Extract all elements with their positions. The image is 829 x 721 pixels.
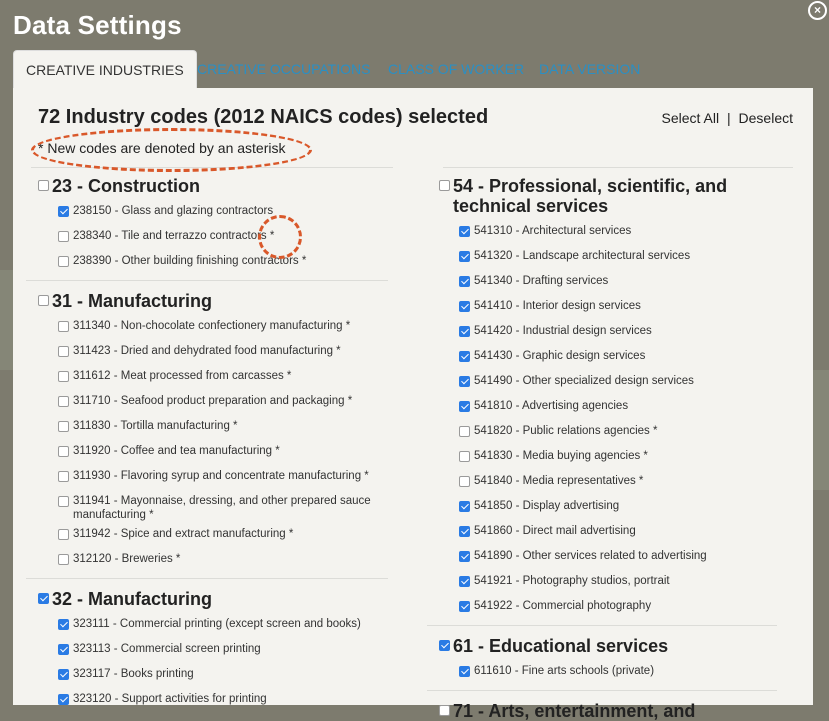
code-label: 311930 - Flavoring syrup and concentrate manufacturing * <box>73 470 369 482</box>
group-label: 32 - Manufacturing <box>52 589 213 609</box>
code-label: 311340 - Non-chocolate confectionery manufacturing * <box>73 320 351 332</box>
code-label: 541922 - Commercial photography <box>474 600 652 612</box>
code-checkbox[interactable] <box>459 351 470 362</box>
code-label: 238390 - Other building finishing contractors * <box>73 255 307 267</box>
annotation-oval-note <box>31 128 312 172</box>
group-label: 54 - Professional, scientific, and <box>453 176 728 196</box>
divider <box>443 167 793 168</box>
group-label: 61 - Educational services <box>453 636 669 656</box>
code-label: 311423 - Dried and dehydrated food manufacturing * <box>73 345 341 357</box>
code-label: 541921 - Photography studios, portrait <box>474 575 670 587</box>
code-checkbox[interactable] <box>459 576 470 587</box>
code-label: 311830 - Tortilla manufacturing * <box>73 420 238 432</box>
code-label: 541320 - Landscape architectural services <box>474 250 691 262</box>
code-label: 323117 - Books printing <box>73 668 194 680</box>
code-checkbox[interactable] <box>459 401 470 412</box>
code-label: 541890 - Other services related to advertising <box>474 550 707 562</box>
code-checkbox[interactable] <box>58 321 69 332</box>
code-label: 311710 - Seafood product preparation and packaging * <box>73 395 353 407</box>
divider <box>26 280 388 281</box>
tab-class-of-worker[interactable]: CLASS OF WORKER <box>388 61 525 77</box>
code-label: 541490 - Other specialized design services <box>474 375 694 387</box>
code-checkbox[interactable] <box>58 446 69 457</box>
tab-data-version[interactable]: DATA VERSION <box>539 61 641 77</box>
code-checkbox[interactable] <box>58 496 69 507</box>
code-label: 323113 - Commercial screen printing <box>73 643 261 655</box>
code-label: 323120 - Support activities for printing <box>73 693 267 705</box>
code-checkbox[interactable] <box>459 476 470 487</box>
group-label: 31 - Manufacturing <box>52 291 213 311</box>
link-separator: | <box>727 110 731 126</box>
code-checkbox[interactable] <box>58 644 69 655</box>
code-checkbox[interactable] <box>459 226 470 237</box>
code-checkbox[interactable] <box>58 206 69 217</box>
code-checkbox[interactable] <box>459 301 470 312</box>
code-checkbox[interactable] <box>58 694 69 705</box>
code-label: 238340 - Tile and terrazzo contractors * <box>73 230 275 242</box>
code-checkbox[interactable] <box>58 529 69 540</box>
code-checkbox[interactable] <box>459 526 470 537</box>
code-label: 541410 - Interior design services <box>474 300 641 312</box>
group-checkbox[interactable] <box>439 705 450 716</box>
code-checkbox[interactable] <box>58 421 69 432</box>
close-icon[interactable]: × <box>808 1 827 20</box>
divider <box>26 578 388 579</box>
code-checkbox[interactable] <box>459 276 470 287</box>
code-checkbox[interactable] <box>459 451 470 462</box>
code-checkbox[interactable] <box>459 426 470 437</box>
code-checkbox[interactable] <box>459 551 470 562</box>
background-page-right <box>813 370 829 490</box>
deselect-link[interactable]: Deselect <box>738 110 793 126</box>
divider <box>427 625 777 626</box>
code-checkbox[interactable] <box>58 371 69 382</box>
tab-creative-occupations[interactable]: CREATIVE OCCUPATIONS <box>197 61 371 77</box>
settings-panel <box>13 88 813 721</box>
code-checkbox[interactable] <box>459 501 470 512</box>
group-label: 71 - Arts, entertainment, and <box>453 701 696 721</box>
code-label: 541430 - Graphic design services <box>474 350 646 362</box>
group-label-line2: technical services <box>453 196 609 216</box>
divider <box>427 690 777 691</box>
group-checkbox[interactable] <box>439 180 450 191</box>
code-checkbox[interactable] <box>58 669 69 680</box>
code-label: 323111 - Commercial printing (except screen and books) <box>73 618 361 630</box>
asterisk-note: * New codes are denoted by an asterisk <box>38 140 286 156</box>
code-checkbox[interactable] <box>459 666 470 677</box>
code-label: 311941 - Mayonnaise, dressing, and other prepared sauce <box>73 495 371 507</box>
code-label: 311942 - Spice and extract manufacturing * <box>73 528 294 540</box>
code-label: 541820 - Public relations agencies * <box>474 425 658 437</box>
group-label: 23 - Construction <box>52 176 201 196</box>
dialog-title: Data Settings <box>13 10 182 40</box>
group-checkbox[interactable] <box>38 295 49 306</box>
code-label: 541810 - Advertising agencies <box>474 400 629 412</box>
code-checkbox[interactable] <box>58 471 69 482</box>
annotation-oval-asterisk <box>258 215 302 259</box>
code-label: 311920 - Coffee and tea manufacturing * <box>73 445 280 457</box>
code-label: 541420 - Industrial design services <box>474 325 652 337</box>
code-label: 238150 - Glass and glazing contractors <box>73 205 274 217</box>
group-checkbox[interactable] <box>38 593 49 604</box>
code-checkbox[interactable] <box>58 554 69 565</box>
group-checkbox[interactable] <box>439 640 450 651</box>
selection-links <box>662 110 793 126</box>
code-label-line2: manufacturing * <box>73 509 154 521</box>
group-checkbox[interactable] <box>38 180 49 191</box>
code-label: 541340 - Drafting services <box>474 275 609 287</box>
code-checkbox[interactable] <box>58 231 69 242</box>
code-checkbox[interactable] <box>58 396 69 407</box>
tab-creative-industries[interactable]: CREATIVE INDUSTRIES <box>13 50 197 88</box>
background-page <box>0 270 13 370</box>
code-label: 541850 - Display advertising <box>474 500 620 512</box>
code-checkbox[interactable] <box>459 326 470 337</box>
code-checkbox[interactable] <box>58 619 69 630</box>
code-checkbox[interactable] <box>459 376 470 387</box>
code-checkbox[interactable] <box>459 601 470 612</box>
code-label: 541830 - Media buying agencies * <box>474 450 648 462</box>
code-label: 541840 - Media representatives * <box>474 475 644 487</box>
select-all-link[interactable]: Select All <box>661 110 720 126</box>
code-checkbox[interactable] <box>58 256 69 267</box>
selection-heading: 72 Industry codes (2012 NAICS codes) selected <box>38 106 489 128</box>
code-label: 311612 - Meat processed from carcasses * <box>73 370 292 382</box>
code-label: 611610 - Fine arts schools (private) <box>474 665 655 677</box>
code-checkbox[interactable] <box>459 251 470 262</box>
code-label: 541860 - Direct mail advertising <box>474 525 636 537</box>
code-label: 312120 - Breweries * <box>73 553 181 565</box>
code-label: 541310 - Architectural services <box>474 225 632 237</box>
code-checkbox[interactable] <box>58 346 69 357</box>
